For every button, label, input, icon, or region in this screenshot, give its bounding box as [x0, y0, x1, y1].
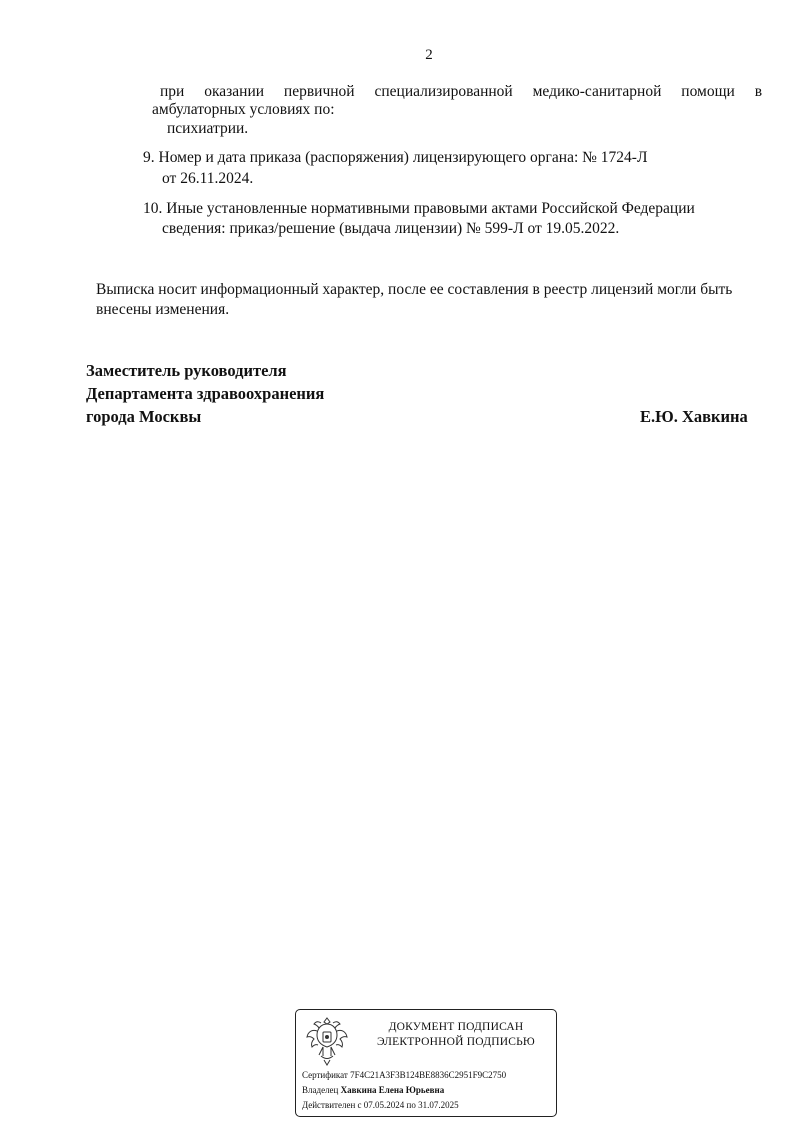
care-word: при: [160, 83, 185, 100]
stamp-certificate: [302, 1070, 506, 1080]
signatory-title-line-3: города Москвы: [86, 407, 202, 426]
item-9-line-2: от 26.11.2024.: [162, 170, 254, 187]
item-10-line-1: 10. Иные установленные нормативными правовыми актами Российской Федерации: [143, 200, 695, 217]
stamp-title: [356, 1020, 556, 1050]
stamp-validity: Действителен с 07.05.2024 по 31.07.2025: [302, 1100, 459, 1110]
care-paragraph-line-3: психиатрии.: [167, 120, 249, 137]
care-paragraph-line-2: амбулаторных условиях по:: [152, 101, 335, 118]
stamp-owner-label: Владелец: [302, 1085, 339, 1095]
stamp-owner-value: Хавкина Елена Юрьевна: [340, 1085, 445, 1095]
signatory-name: Е.Ю. Хавкина: [640, 407, 748, 426]
e-signature-stamp: [295, 1009, 557, 1117]
signatory-title-line-1: Заместитель руководителя: [86, 361, 287, 380]
stamp-certificate-value: 7F4C21A3F3B124BE8836C2951F9C2750: [350, 1070, 507, 1080]
stamp-title-line-2: ЭЛЕКТРОННОЙ ПОДПИСЬЮ: [377, 1036, 535, 1048]
signatory-title-line-2: Департамента здравоохранения: [86, 384, 325, 403]
page-number: 2: [425, 47, 433, 63]
stamp-owner: [302, 1085, 444, 1095]
care-word: помощи: [681, 83, 735, 100]
care-word: в: [754, 83, 763, 100]
care-word: специализированной: [374, 83, 513, 100]
stamp-certificate-label: Сертификат: [302, 1070, 348, 1080]
item-9-line-1: 9. Номер и дата приказа (распоряжения) лицензирующего органа: № 1724-Л: [143, 149, 648, 166]
care-word: оказании: [204, 83, 265, 100]
note-line-2: внесены изменения.: [96, 301, 230, 318]
coat-of-arms-icon: [304, 1015, 350, 1067]
note-line-1: Выписка носит информационный характер, после ее составления в реестр лицензий могли быть: [96, 281, 733, 298]
care-word: первичной: [283, 83, 355, 100]
care-word: медико-санитарной: [532, 83, 662, 100]
stamp-title-line-1: ДОКУМЕНТ ПОДПИСАН: [388, 1021, 524, 1033]
item-10-line-2: сведения: приказ/решение (выдача лицензии) № 599-Л от 19.05.2022.: [162, 220, 620, 237]
